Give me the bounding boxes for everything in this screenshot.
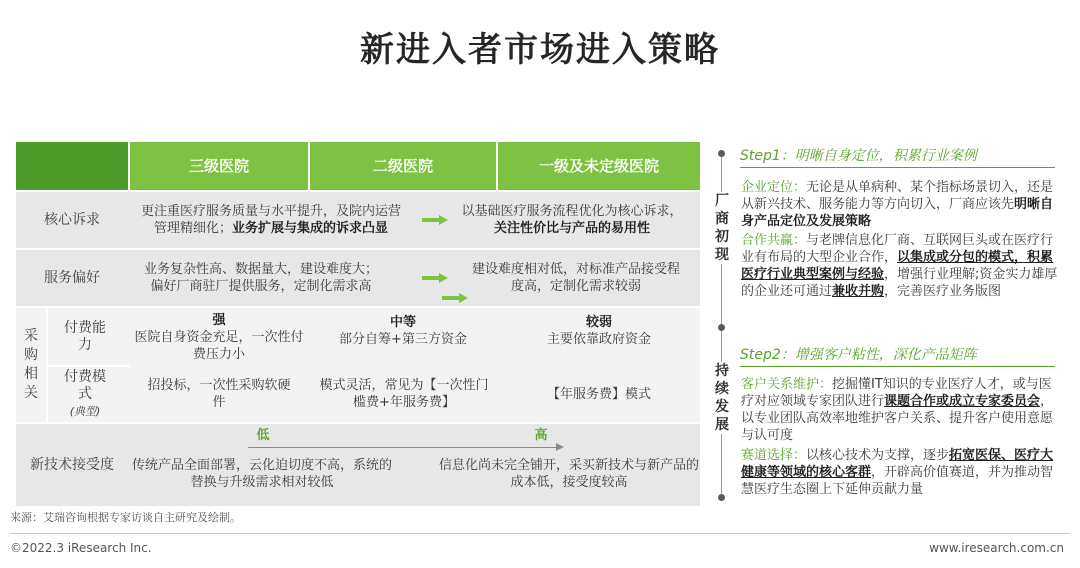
purchase-divider xyxy=(48,365,130,367)
step1-p1-bold: 明晰自身产品定位及发展策略 xyxy=(741,197,1054,229)
step1-p2-text-b: ，增强行业理解;资金实力雄厚的企业还可通过 xyxy=(741,267,1058,299)
row-core-tier3-line2 xyxy=(154,220,388,237)
tech-tier1: 信息化尚未完全铺开，采买新技术与新产品的成本低，接受度较高 xyxy=(438,458,699,490)
step1-p2-bold-a: 以集成或分包的模式，积累医疗行业典型案例与经验 xyxy=(741,250,1054,282)
page-title: 新进入者市场进入策略 xyxy=(360,30,720,70)
step2-underline xyxy=(740,366,1055,367)
step1-p1-text: 无论是从单病种、某个指标场景切入，还是从新兴技术、服务能力等方向切入，厂商应该先 xyxy=(741,180,1054,212)
row-pref-tier3-line1: 业务复杂性高、数据量大，建设难度大； xyxy=(143,262,378,277)
ability-tier3-text: 医院自身资金充足，一次性付费压力小 xyxy=(134,329,304,362)
row-core-label: 核心诉求 xyxy=(44,211,100,228)
row-core-tier1-bold: 关注性价比与产品的易用性 xyxy=(493,221,650,236)
footer-website-link[interactable]: www.iresearch.com.cn xyxy=(929,541,1064,555)
row-core-tier3-text: 管理精细化； xyxy=(153,221,232,236)
step2-p2-text-a: 以核心技术为支撑，逐步 xyxy=(806,448,950,463)
mode-tier3: 招投标，一次性采购软硬件 xyxy=(147,378,291,410)
row-core-tier3-line1: 更注重医疗服务质量与水平提升，及院内运营 xyxy=(140,204,401,219)
row-core-tier1-line1: 以基础医疗服务流程优化为核心诉求， xyxy=(461,204,683,219)
mode-label xyxy=(60,368,110,420)
ability-tier2-text: 部分自筹+第三方资金 xyxy=(339,332,467,347)
ability-tier2 xyxy=(310,310,496,352)
ability-label: 付费能力 xyxy=(64,320,106,353)
row-pref-tier3-line2: 偏好厂商驻厂提供服务，定制化需求高 xyxy=(150,279,372,294)
step1-p2-text-a: 与老牌信息化厂商、互联网巨头或在医疗行业有布局的大型企业合作， xyxy=(741,233,1054,265)
step2-p1-bold: 课题合作或成立专家委员会 xyxy=(884,394,1041,409)
step2-p2-key: 赛道选择： xyxy=(741,448,807,463)
footer-divider xyxy=(10,533,1070,534)
timeline-dot-top xyxy=(718,150,725,157)
step2-title: Step2：增强客户粘性，深化产品矩阵 xyxy=(740,347,977,363)
step1-p2-key: 合作共赢： xyxy=(741,233,807,248)
mode-tier2: 模式灵活，常见为【一次性门槛费+年服务费】 xyxy=(319,378,489,410)
ability-tier3-title: 强 xyxy=(212,312,226,328)
timeline-dot-bottom xyxy=(718,494,725,501)
ability-tier1 xyxy=(498,310,700,352)
phase1-label: 厂商初现 xyxy=(712,192,732,264)
step2-p1-text-b: ，以专业团队高效率地维护客户关系、提升客户使用意愿与认可度 xyxy=(741,394,1054,443)
row-core-tier1 xyxy=(444,192,700,248)
row-pref-tier1 xyxy=(452,250,700,306)
ability-tier1-title: 较弱 xyxy=(585,315,612,330)
mode-label-note: (典型) xyxy=(69,404,101,418)
row-pref-tier3 xyxy=(116,250,406,306)
purchase-group-label: 采购相关 xyxy=(24,328,38,401)
tech-scale-arrow xyxy=(248,447,558,448)
header-tier1: 一级及未定级医院 xyxy=(498,142,700,190)
tech-low-label: 低 xyxy=(256,427,270,443)
timeline-dot-mid xyxy=(718,324,725,331)
mode-label-text: 付费模式 xyxy=(64,368,106,402)
step1-p2-bold-b: 兼收并购 xyxy=(832,284,885,299)
step1-para2 xyxy=(741,232,1061,300)
tech-high-label: 高 xyxy=(534,427,548,443)
row-tech-label: 新技术接受度 xyxy=(30,456,114,473)
comparison-table xyxy=(16,142,700,506)
step2-para1 xyxy=(741,376,1061,444)
step2-p1-text-a: 挖掘懂IT知识的专业医疗人才，或与医疗对应领域专家团队进行 xyxy=(741,377,1052,409)
mode-tier1: 【年服务费】模式 xyxy=(546,386,651,402)
header-tier3: 三级医院 xyxy=(130,142,308,190)
footer-copyright: ©2022.3 iResearch Inc. xyxy=(10,541,152,555)
header-corner xyxy=(16,142,128,190)
purchase-vdivider xyxy=(46,308,48,422)
step2-p1-key: 客户关系维护： xyxy=(741,377,833,392)
step1-para1 xyxy=(741,179,1061,230)
row-pref-label: 服务偏好 xyxy=(44,269,100,286)
source-note: 来源：艾瑞咨询根据专家访谈自主研究及绘制。 xyxy=(10,511,241,524)
step2-para2 xyxy=(741,447,1061,498)
row-pref-tier1-line1: 建设难度相对低，对标准产品接受程 xyxy=(471,262,680,277)
ability-tier2-title: 中等 xyxy=(389,315,416,330)
step1-p2-text-c: ，完善医疗业务版图 xyxy=(884,284,1002,299)
ability-tier3 xyxy=(134,310,304,364)
row-core-tier3-bold: 业务扩展与集成的诉求凸显 xyxy=(232,221,389,236)
step2-p2-text-b: ，开辟高价值赛道，并为推动智慧医疗生态圈上下延伸贡献力量 xyxy=(741,465,1054,497)
row-pref-tier1-line2: 度高，定制化需求较弱 xyxy=(510,279,641,294)
step2-p2-bold: 拓宽医保、医疗大健康等领域的核心客群 xyxy=(741,448,1054,480)
tech-tier3: 传统产品全面部署，云化迫切度不高，系统的替换与升级需求相对较低 xyxy=(131,458,392,490)
arrow-pref-1 xyxy=(422,273,448,283)
tech-scale-arrowhead xyxy=(556,443,564,451)
ability-tier1-text: 主要依靠政府资金 xyxy=(546,332,651,347)
row-core-tier3 xyxy=(116,192,426,248)
step1-p1-key: 企业定位： xyxy=(741,180,807,195)
phase2-label: 持续发展 xyxy=(712,362,732,434)
header-tier2: 二级医院 xyxy=(310,142,496,190)
step1-title: Step1：明晰自身定位，积累行业案例 xyxy=(740,148,977,164)
step1-underline xyxy=(740,167,1055,168)
